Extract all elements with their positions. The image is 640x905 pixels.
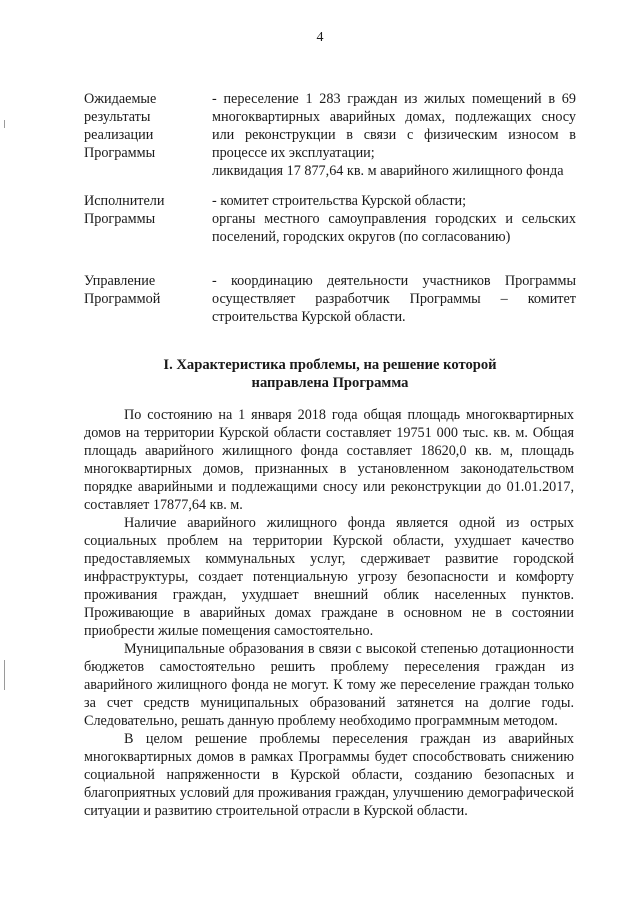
- passport-row-expected-results: [84, 90, 576, 180]
- label-line: Исполнители: [84, 193, 165, 209]
- management-coordination-text: - координацию деятельности участников Программы осуществляет разработчик Программы – комитет строительства Курской области.: [212, 273, 576, 325]
- passport-label-management: [84, 272, 212, 326]
- passport-row-executors: [84, 192, 576, 246]
- paragraph-social-problem: Наличие аварийного жилищного фонда является одной из острых социальных проблем на территории Курской области, ухудшает качество предоставляемых коммунальных услуг, сдерживает развитие городской инфраструктуры, создает потенциальную угрозу безопасности и комфорту проживания граждан, ухудшает внешний облик населенных пунктов. Проживающие в аварийных домах граждане в основном не в состоянии приобрести жилые помещения самостоятельно.: [84, 515, 574, 639]
- passport-value-management: [212, 272, 576, 326]
- passport-row-management: [84, 272, 576, 326]
- scan-margin-mark: [4, 660, 5, 690]
- passport-label-expected-results: [84, 90, 212, 180]
- label-line: реализации: [84, 127, 154, 143]
- paragraph-municipal-budgets: Муниципальные образования в связи с высокой степенью дотационности бюджетов самостоятельно решить проблему переселения граждан из аварийного жилищного фонда не могут. К тому же переселение граждан только за счет средств муниципальных образований затянется на долгие годы. Следовательно, решать данную проблему необходимо программным методом.: [84, 641, 574, 729]
- passport-value-expected-results: [212, 90, 576, 180]
- label-line: Управление: [84, 273, 156, 289]
- label-line: результаты: [84, 109, 151, 125]
- label-line: Ожидаемые: [84, 91, 157, 107]
- section-body: [84, 406, 574, 820]
- scan-margin-mark: [4, 120, 5, 128]
- results-resettlement-text: - переселение 1 283 граждан из жилых помещений в 69 многоквартирных аварийных домах, подлежащих сносу или реконструкции в связи с физическим износом в процессе их эксплуатации;: [212, 91, 576, 161]
- label-line: Программы: [84, 211, 156, 227]
- label-line: Программы: [84, 145, 156, 161]
- section-title-line-2: направлена Программа: [251, 375, 409, 391]
- results-liquidation-text: ликвидация 17 877,64 кв. м аварийного жилищного фонда: [212, 163, 564, 179]
- section-title: [84, 356, 576, 392]
- passport-label-executors: [84, 192, 212, 246]
- passport-value-executors: [212, 192, 576, 246]
- label-line: Программой: [84, 291, 161, 307]
- page-number: 4: [316, 30, 324, 45]
- section-title-line-1: I. Характеристика проблемы, на решение которой: [163, 357, 497, 373]
- executors-local-government-text: органы местного самоуправления городских и сельских поселений, городских округов (по согласованию): [212, 211, 576, 245]
- program-passport-table: [84, 90, 576, 326]
- paragraph-overall-solution: В целом решение проблемы переселения граждан из аварийных многоквартирных домов в рамках Программы будет способствовать снижению социальной напряженности в Курской области, созданию безопасных и благоприятных условий для проживания граждан, улучшению демографической ситуации и развитию строительной отрасли в Курской области.: [84, 731, 574, 819]
- executors-committee-text: - комитет строительства Курской области;: [212, 193, 467, 209]
- paragraph-housing-area: По состоянию на 1 января 2018 года общая площадь многоквартирных домов на территории Курской области составляет 19751 000 тыс. кв. м. Общая площадь аварийного жилищного фонда составляет 18620,0 кв. м, площадь многоквартирных домов, признанных в установленном законодательством порядке аварийными и подлежащими сносу или реконструкции до 01.01.2017, составляет 17877,64 кв. м.: [84, 407, 574, 513]
